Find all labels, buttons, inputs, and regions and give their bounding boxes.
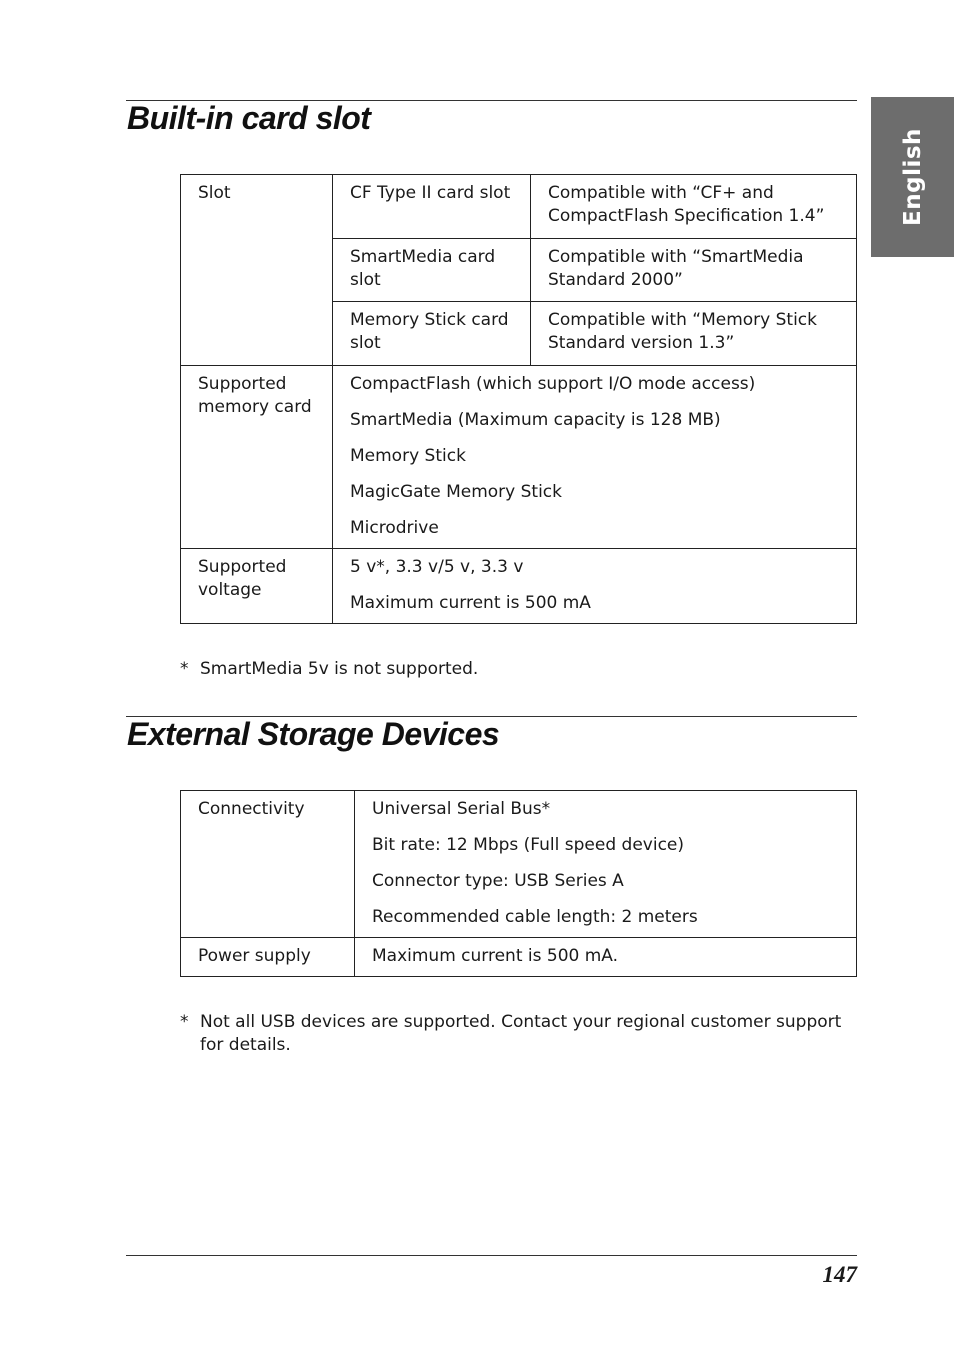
footnote-smartmedia: * SmartMedia 5v is not supported. bbox=[180, 659, 479, 679]
power-value: Maximum current is 500 mA. bbox=[355, 938, 857, 977]
list-item: Memory Stick bbox=[350, 446, 466, 466]
section-title-external-storage: External Storage Devices bbox=[127, 716, 500, 752]
slot-name-smartmedia: SmartMedia card slot bbox=[333, 239, 531, 302]
row-label-connectivity: Connectivity bbox=[181, 791, 355, 938]
list-item: 5 v*, 3.3 v/5 v, 3.3 v bbox=[350, 557, 524, 577]
list-item: CompactFlash (which support I/O mode access) bbox=[350, 374, 756, 394]
voltage-list bbox=[333, 549, 857, 624]
table-row bbox=[181, 175, 857, 239]
slot-spec-memorystick: Compatible with “Memory Stick Standard version 1.3” bbox=[531, 302, 857, 366]
list-item: SmartMedia (Maximum capacity is 128 MB) bbox=[350, 410, 721, 430]
table-row bbox=[181, 791, 857, 938]
list-item: Connector type: USB Series A bbox=[372, 871, 624, 891]
table-row bbox=[181, 549, 857, 624]
connectivity-list bbox=[355, 791, 857, 938]
memory-card-list bbox=[333, 366, 857, 549]
language-tab-label: English bbox=[899, 128, 926, 226]
row-label-memory-card: Supported memory card bbox=[181, 366, 333, 549]
footer-divider bbox=[126, 1255, 857, 1256]
footnote-usb: * Not all USB devices are supported. Contact your regional customer support for details. bbox=[180, 1012, 842, 1055]
external-storage-table bbox=[180, 790, 857, 977]
list-item: Microdrive bbox=[350, 518, 439, 538]
list-item: MagicGate Memory Stick bbox=[350, 482, 562, 502]
slot-spec-smartmedia: Compatible with “SmartMedia Standard 2000” bbox=[531, 239, 857, 302]
list-item: Universal Serial Bus* bbox=[372, 799, 551, 819]
slot-name-memorystick: Memory Stick card slot bbox=[333, 302, 531, 366]
card-slot-table bbox=[180, 174, 857, 624]
slot-name-cf: CF Type II card slot bbox=[333, 175, 531, 239]
language-tab bbox=[871, 97, 954, 257]
page-number: 147 bbox=[822, 1262, 857, 1287]
section-title-card-slot: Built-in card slot bbox=[127, 100, 371, 136]
table-row bbox=[181, 366, 857, 549]
row-label-power: Power supply bbox=[181, 938, 355, 977]
slot-spec-cf: Compatible with “CF+ and CompactFlash Specification 1.4” bbox=[531, 175, 857, 239]
list-item: Bit rate: 12 Mbps (Full speed device) bbox=[372, 835, 685, 855]
row-label-voltage: Supported voltage bbox=[181, 549, 333, 624]
row-label-slot: Slot bbox=[181, 175, 333, 366]
list-item: Recommended cable length: 2 meters bbox=[372, 907, 698, 927]
table-row bbox=[181, 938, 857, 977]
list-item: Maximum current is 500 mA bbox=[350, 593, 591, 613]
